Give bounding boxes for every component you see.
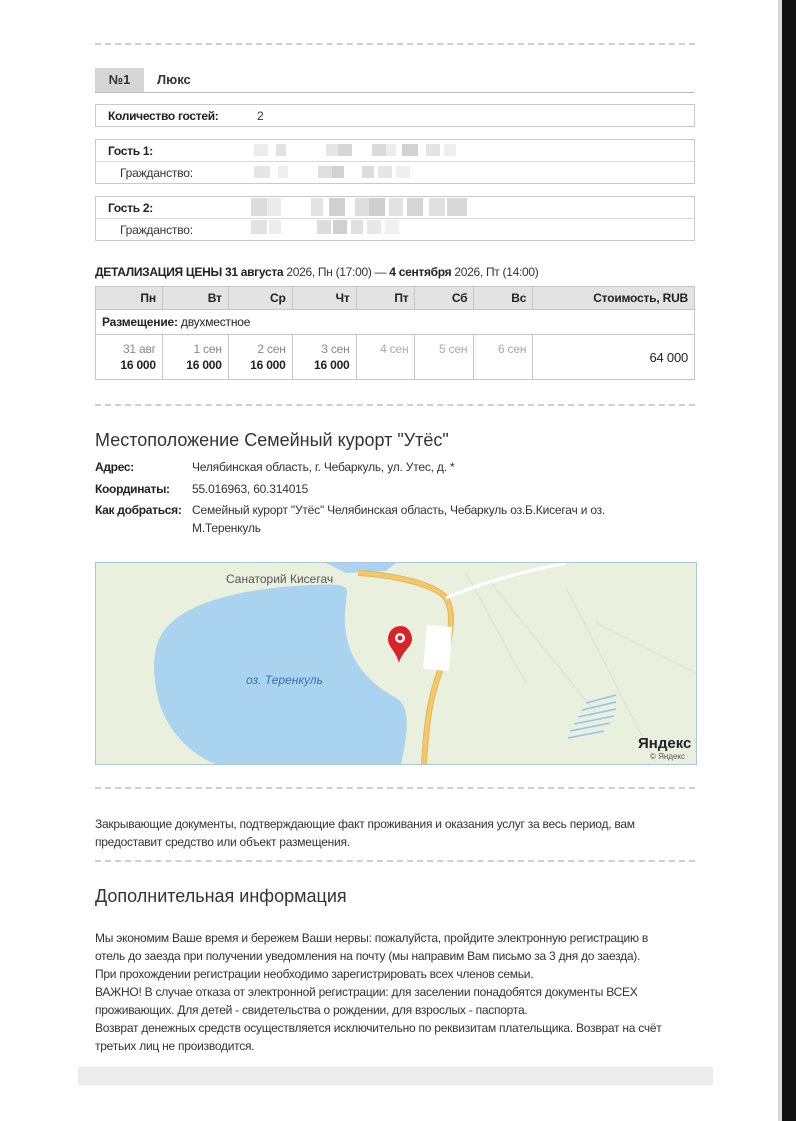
room-name: Люкс	[157, 72, 191, 87]
day-date: 3 сен	[321, 342, 350, 356]
col-header: Ср	[228, 287, 292, 310]
guest-count-box	[95, 104, 695, 127]
col-header: Вт	[162, 287, 228, 310]
price-detail-start-rest: 2026, Пн (17:00) —	[286, 265, 387, 279]
placement-cell	[96, 310, 695, 335]
day-cell	[356, 335, 415, 380]
coordinates-value: 55.016963, 60.314015	[192, 482, 309, 496]
price-detail-start-date: 31 августа	[224, 265, 284, 279]
guest-1-citizenship-label: Гражданство:	[120, 166, 193, 180]
map-canvas	[96, 563, 696, 764]
col-header: Пн	[96, 287, 163, 310]
guest-2-label: Гость 2:	[108, 201, 153, 215]
day-price: 16 000	[186, 358, 222, 372]
page-edge	[782, 0, 796, 1121]
address-label: Адрес:	[95, 460, 134, 474]
day-date: 1 сен	[193, 342, 222, 356]
placement-value: двухместное	[180, 315, 251, 329]
guest-count-label: Количество гостей:	[108, 109, 219, 123]
divider	[95, 787, 695, 789]
guest-2-box	[95, 196, 695, 241]
day-date: 4 сен	[380, 342, 409, 356]
day-cell	[474, 335, 533, 380]
day-price: 16 000	[120, 358, 156, 372]
map-copyright: © Яндекс	[650, 752, 686, 761]
additional-info-line: проживающих. Для детей - свидетельства о рождении, для взрослых - паспорта.	[95, 1003, 528, 1017]
day-cell	[415, 335, 474, 380]
day-cell	[292, 335, 356, 380]
price-detail-heading: ДЕТАЛИЗАЦИЯ ЦЕНЫ	[95, 265, 222, 279]
footer-bar	[78, 1067, 713, 1085]
additional-info-line: Возврат денежных средств осуществляется исключительно по реквизитам плательщика. Возврат на счёт	[95, 1021, 662, 1035]
day-date: 2 сен	[257, 342, 286, 356]
table-row	[96, 335, 695, 380]
price-detail-end-date: 4 сентября	[389, 265, 452, 279]
day-price: 16 000	[250, 358, 286, 372]
documents-note-line: предоставит средство или объект размещения.	[95, 835, 350, 849]
guest-1-label: Гость 1:	[108, 144, 153, 158]
day-cell	[228, 335, 292, 380]
additional-info-line: третьих лиц не производится.	[95, 1039, 255, 1053]
price-detail-title	[95, 265, 538, 279]
col-header: Чт	[292, 287, 356, 310]
price-table-header	[96, 287, 695, 310]
map-brand-logo: Яндекс	[638, 735, 692, 752]
placement-row	[96, 310, 695, 335]
guest-1-name-redacted	[254, 144, 459, 156]
col-header: Пт	[356, 287, 415, 310]
location-title: Местоположение Семейный курорт "Утёс"	[95, 430, 449, 450]
map-building	[423, 625, 452, 671]
additional-info-line: ВАЖНО! В случае отказа от электронной регистрации: для заселении понадобятся документы ВСЕХ	[95, 985, 638, 999]
directions-value-line-2: М.Теренкуль	[192, 521, 261, 535]
day-price: 16 000	[314, 358, 350, 372]
additional-info-title: Дополнительная информация	[95, 886, 347, 906]
divider	[95, 404, 695, 406]
guest-count-value: 2	[257, 109, 264, 123]
day-date: 5 сен	[439, 342, 468, 356]
room-number: №1	[95, 68, 144, 92]
address-value: Челябинская область, г. Чебаркуль, ул. Утес, д. *	[192, 460, 455, 474]
day-date: 6 сен	[497, 342, 527, 356]
map-lake-label: оз. Теренкуль	[246, 673, 323, 687]
additional-info-line: При прохождении регистрации необходимо зарегистрировать всех членов семьи.	[95, 967, 534, 981]
additional-info-line: отель до заезда при получении уведомления на почту (мы направим Вам письмо за 3 дня до заезда).	[95, 949, 641, 963]
price-table	[95, 286, 695, 380]
guest-2-citizenship-redacted	[251, 220, 411, 236]
col-header: Сб	[415, 287, 474, 310]
guest-2-name-redacted	[251, 198, 471, 218]
map-place-label: Санаторий Кисегач	[226, 572, 334, 586]
documents-note-line: Закрывающие документы, подтверждающие факт проживания и оказания услуг за весь период, вам	[95, 817, 635, 831]
guest-1-box	[95, 139, 695, 184]
room-header	[95, 68, 695, 93]
col-header: Вс	[474, 287, 533, 310]
guest-1-citizenship-redacted	[254, 166, 414, 178]
col-header: Стоимость, RUB	[533, 287, 695, 310]
day-cell	[96, 335, 163, 380]
documents-note	[95, 815, 695, 851]
guest-2-citizenship-label: Гражданство:	[120, 223, 193, 237]
divider	[95, 860, 695, 862]
price-detail-end-rest: 2026, Пт (14:00)	[454, 265, 539, 279]
day-date: 31 авг	[122, 342, 156, 356]
total-cost: 64 000	[533, 335, 695, 380]
additional-info-line: Мы экономим Ваше время и бережем Ваши нервы: пожалуйста, пройдите электронную регистрацию в	[95, 931, 648, 945]
placement-label: Размещение:	[102, 315, 178, 329]
divider	[95, 43, 695, 45]
day-cell	[162, 335, 228, 380]
coordinates-label: Координаты:	[95, 482, 170, 496]
directions-value-line-1: Семейный курорт "Утёс" Челябинская область, Чебаркуль оз.Б.Кисегач и оз.	[192, 503, 606, 517]
map[interactable]	[95, 562, 697, 765]
directions-label: Как добраться:	[95, 503, 182, 517]
additional-info-text	[95, 929, 695, 1055]
